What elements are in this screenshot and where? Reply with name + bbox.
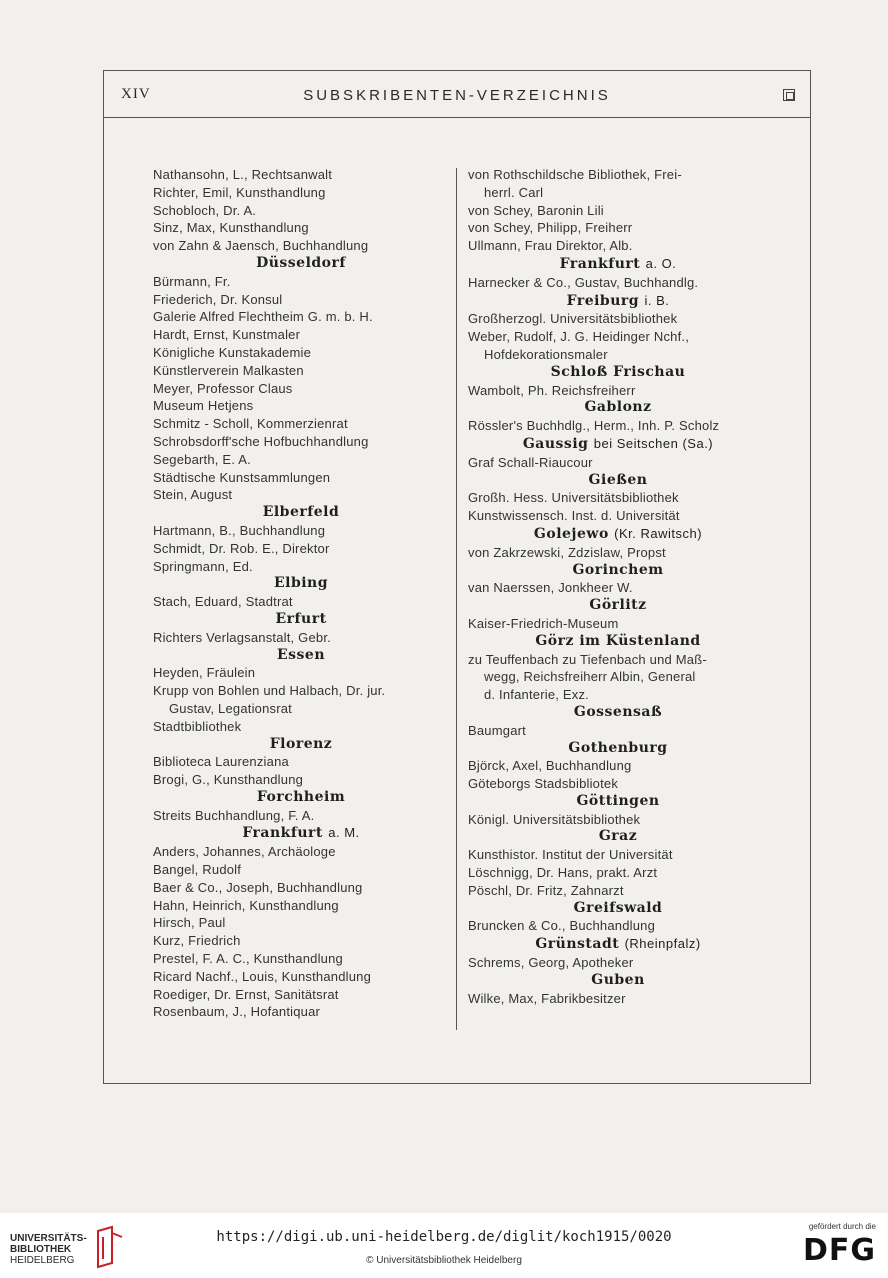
subscriber-name: von Zahn & Jaensch, Buchhandlung xyxy=(153,238,369,254)
subscriber-entry xyxy=(153,682,449,718)
subscriber-name: Graf Schall-Riaucour xyxy=(468,454,593,470)
city-qualifier: i. B. xyxy=(644,292,670,308)
city-name: Görz im Küstenland xyxy=(535,632,701,649)
subscriber-name: Biblioteca Laurenziana xyxy=(153,754,289,770)
subscriber-name: von Rothschildsche Bibliothek, Frei- xyxy=(468,167,682,182)
city-heading xyxy=(468,562,768,580)
city-heading xyxy=(153,736,449,754)
subscriber-entry xyxy=(153,184,449,202)
city-heading xyxy=(153,789,449,807)
subscriber-name: Pöschl, Dr. Fritz, Zahnarzt xyxy=(468,882,624,898)
subscriber-name: Prestel, F. A. C., Kunsthandlung xyxy=(153,951,343,967)
subscriber-name: Großherzogl. Universitätsbibliothek xyxy=(468,311,678,327)
city-name: Grünstadt xyxy=(535,936,620,953)
subscriber-name: Weber, Rudolf, J. G. Heidinger Nchf., xyxy=(468,329,690,345)
subscriber-name-continuation: wegg, Reichsfreiherr Albin, General xyxy=(484,669,696,685)
subscriber-entry xyxy=(468,417,768,435)
dfg-logo[interactable]: DFG xyxy=(802,1233,876,1268)
subscriber-entry xyxy=(468,775,768,793)
subscriber-entry xyxy=(153,897,449,915)
city-name: Göttingen xyxy=(576,792,660,809)
city-heading xyxy=(468,597,768,615)
city-name: Graz xyxy=(598,828,638,845)
city-heading xyxy=(468,740,768,758)
city-qualifier: a. M. xyxy=(328,825,360,841)
subscriber-entry xyxy=(153,861,449,879)
city-heading xyxy=(468,435,768,454)
subscriber-entry xyxy=(468,651,768,704)
subscriber-entry xyxy=(153,451,449,469)
subscriber-name: Kunsthistor. Institut der Universität xyxy=(468,847,673,863)
subscriber-name: Königliche Kunstakademie xyxy=(153,344,312,360)
subscriber-name: Segebarth, E. A. xyxy=(153,451,251,467)
city-name: Guben xyxy=(591,971,645,988)
subscriber-name: Friederich, Dr. Konsul xyxy=(153,291,283,307)
subscriber-name: Hahn, Heinrich, Kunsthandlung xyxy=(153,897,339,913)
subscriber-entry xyxy=(153,950,449,968)
subscriber-entry xyxy=(468,757,768,775)
subscriber-entry xyxy=(468,382,768,400)
subscriber-entry xyxy=(153,237,449,255)
subscriber-name: Ullmann, Frau Direktor, Alb. xyxy=(468,238,633,254)
subscriber-entry xyxy=(468,882,768,900)
subscriber-name: Kunstwissensch. Inst. d. Universität xyxy=(468,508,680,524)
page-number: XIV xyxy=(121,86,151,102)
city-name: Erfurt xyxy=(275,610,327,627)
subscriber-name: von Schey, Philipp, Freiherr xyxy=(468,220,633,236)
city-name: Gossensaß xyxy=(573,703,663,720)
subscriber-entry xyxy=(153,968,449,986)
ornament-icon xyxy=(783,89,795,101)
city-heading xyxy=(468,525,768,544)
subscriber-name: Rössler's Buchhdlg., Herm., Inh. P. Scholz xyxy=(468,418,720,434)
subscriber-entry xyxy=(468,579,768,597)
subscriber-name: von Schey, Baronin Lili xyxy=(468,202,604,218)
subscriber-entry xyxy=(468,489,768,507)
subscriber-entry xyxy=(153,771,449,789)
subscriber-entry xyxy=(153,540,449,558)
subscriber-name: Hardt, Ernst, Kunstmaler xyxy=(153,327,301,343)
library-name-line3: HEIDELBERG xyxy=(10,1255,75,1266)
city-name: Elberfeld xyxy=(262,504,340,521)
city-name: Gorinchem xyxy=(572,561,664,578)
subscriber-entry xyxy=(153,326,449,344)
subscriber-entry xyxy=(153,664,449,682)
subscriber-entry xyxy=(153,986,449,1004)
subscriber-name: Galerie Alfred Flechtheim G. m. b. H. xyxy=(153,309,373,325)
subscriber-entry xyxy=(468,811,768,829)
city-heading xyxy=(153,824,449,843)
subscriber-name: Wilke, Max, Fabrikbesitzer xyxy=(468,990,626,1006)
subscriber-entry xyxy=(153,362,449,380)
subscriber-name: Richter, Emil, Kunsthandlung xyxy=(153,184,326,200)
subscriber-name: Kaiser-Friedrich-Museum xyxy=(468,615,619,631)
subscriber-entry xyxy=(468,202,768,220)
subscriber-name: Nathansohn, L., Rechtsanwalt xyxy=(153,167,333,182)
city-heading xyxy=(468,255,768,274)
subscriber-name: Schrobsdorff'sche Hofbuchhandlung xyxy=(153,433,369,449)
subscriber-name: Löschnigg, Dr. Hans, prakt. Arzt xyxy=(468,865,658,881)
subscriber-entry xyxy=(468,274,768,292)
subscriber-entry xyxy=(153,1003,449,1021)
subscriber-entry xyxy=(153,273,449,291)
subscriber-name: Bangel, Rudolf xyxy=(153,862,242,878)
subscriber-entry xyxy=(153,308,449,326)
subscriber-entry xyxy=(153,291,449,309)
subscriber-name: Stadtbibliothek xyxy=(153,718,242,734)
subscriber-name: Bruncken & Co., Buchhandlung xyxy=(468,918,655,934)
city-name: Gablonz xyxy=(584,399,652,416)
subscriber-entry xyxy=(153,593,449,611)
subscriber-name: Sinz, Max, Kunsthandlung xyxy=(153,220,309,236)
subscriber-entry xyxy=(153,932,449,950)
subscriber-entry xyxy=(153,914,449,932)
library-name-line1: UNIVERSITÄTS- xyxy=(10,1233,87,1244)
subscriber-name: Roediger, Dr. Ernst, Sanitätsrat xyxy=(153,986,339,1002)
subscriber-name: Krupp von Bohlen und Halbach, Dr. jur. xyxy=(153,683,386,699)
city-heading xyxy=(153,647,449,665)
city-heading xyxy=(468,900,768,918)
subscriber-name: Anders, Johannes, Archäologe xyxy=(153,844,336,860)
subscriber-entry xyxy=(468,237,768,255)
subscriber-entry xyxy=(153,166,449,184)
subscriber-name: Göteborgs Stadsbibliotek xyxy=(468,776,619,792)
subscriber-entry xyxy=(153,843,449,861)
subscriber-name-continuation: Gustav, Legationsrat xyxy=(169,700,292,716)
subscriber-entry xyxy=(468,917,768,935)
subscriber-entry xyxy=(468,722,768,740)
city-heading xyxy=(468,633,768,651)
city-heading xyxy=(468,364,768,382)
subscriber-entry xyxy=(153,522,449,540)
subscriber-name: Schobloch, Dr. A. xyxy=(153,202,257,218)
city-qualifier: (Kr. Rawitsch) xyxy=(614,525,703,541)
subscriber-entry xyxy=(153,397,449,415)
city-name: Florenz xyxy=(269,735,333,752)
subscriber-entry xyxy=(468,328,768,364)
subscriber-entry xyxy=(468,454,768,472)
subscriber-entry xyxy=(153,202,449,220)
subscriber-entry xyxy=(153,718,449,736)
subscriber-entry xyxy=(153,807,449,825)
subscriber-name: Schmitz - Scholl, Kommerzienrat xyxy=(153,416,348,432)
column-divider xyxy=(456,168,457,1030)
city-name: Golejewo xyxy=(533,525,609,542)
city-name: Düsseldorf xyxy=(256,254,346,271)
subscriber-name: Streits Buchhandlung, F. A. xyxy=(153,807,315,823)
subscriber-name: Stach, Eduard, Stadtrat xyxy=(153,594,293,610)
subscriber-entry xyxy=(153,629,449,647)
subscriber-name: Hirsch, Paul xyxy=(153,915,226,931)
subscriber-name: Hartmann, B., Buchhandlung xyxy=(153,522,326,538)
city-name: Forchheim xyxy=(256,788,346,805)
city-name: Gaussig xyxy=(522,435,589,452)
subscriber-name: Baumgart xyxy=(468,722,526,738)
city-heading xyxy=(153,575,449,593)
subscriber-name: Heyden, Fräulein xyxy=(153,665,256,681)
subscriber-entry xyxy=(468,544,768,562)
subscriber-name: Bürmann, Fr. xyxy=(153,273,231,289)
city-name: Essen xyxy=(276,646,326,663)
subscriber-name: Museum Hetjens xyxy=(153,398,254,414)
subscriber-entry xyxy=(468,615,768,633)
subscriber-name: zu Teuffenbach zu Tiefenbach und Maß- xyxy=(468,651,707,667)
subscriber-name: Baer & Co., Joseph, Buchhandlung xyxy=(153,879,363,895)
subscriber-name: Rosenbaum, J., Hofantiquar xyxy=(153,1004,321,1020)
subscriber-entry xyxy=(153,469,449,487)
subscriber-entry xyxy=(153,433,449,451)
city-heading xyxy=(468,793,768,811)
city-name: Freiburg xyxy=(566,292,640,309)
subscriber-name: Kurz, Friedrich xyxy=(153,933,241,949)
subscriber-entry xyxy=(153,753,449,771)
city-heading xyxy=(468,972,768,990)
library-name-line2: BIBLIOTHEK xyxy=(10,1244,72,1255)
subscriber-name: Richters Verlagsanstalt, Gebr. xyxy=(153,629,331,645)
city-heading xyxy=(468,704,768,722)
copyright-notice: © Universitätsbibliothek Heidelberg xyxy=(366,1255,522,1266)
subscriber-entry xyxy=(153,879,449,897)
city-name: Görlitz xyxy=(589,597,647,614)
subscriber-entry xyxy=(468,507,768,525)
subscriber-name: Björck, Axel, Buchhandlung xyxy=(468,758,632,774)
left-column xyxy=(153,166,449,1021)
subscriber-entry xyxy=(468,846,768,864)
subscriber-name: Harnecker & Co., Gustav, Buchhandlg. xyxy=(468,274,699,290)
subscriber-name: Schrems, Georg, Apotheker xyxy=(468,955,634,971)
city-name: Elbing xyxy=(273,575,329,592)
subscriber-name: Stein, August xyxy=(153,487,233,503)
funding-note: gefördert durch die xyxy=(808,1222,876,1231)
subscriber-name-continuation: herrl. Carl xyxy=(484,184,544,200)
city-name: Schloß Frischau xyxy=(550,363,686,380)
running-title: SUBSKRIBENTEN-VERZEICHNIS xyxy=(303,87,611,104)
subscriber-entry xyxy=(153,486,449,504)
city-heading xyxy=(468,399,768,417)
subscriber-name: von Zakrzewski, Zdzislaw, Propst xyxy=(468,544,666,560)
subscriber-entry xyxy=(153,558,449,576)
subscriber-entry xyxy=(468,954,768,972)
city-heading xyxy=(468,935,768,954)
city-qualifier: (Rheinpfalz) xyxy=(624,936,701,952)
page-header xyxy=(103,70,811,118)
subscriber-name: Künstlerverein Malkasten xyxy=(153,362,304,378)
subscriber-name: Königl. Universitätsbibliothek xyxy=(468,811,641,827)
subscriber-name: Städtische Kunstsammlungen xyxy=(153,469,331,485)
subscriber-name: Meyer, Professor Claus xyxy=(153,380,293,396)
subscriber-name: Wambolt, Ph. Reichsfreiherr xyxy=(468,382,636,398)
subscriber-entry xyxy=(468,864,768,882)
subscriber-name: Brogi, G., Kunsthandlung xyxy=(153,772,304,788)
subscriber-entry xyxy=(468,219,768,237)
city-name: Frankfurt xyxy=(559,255,641,272)
city-qualifier: bei Seitschen (Sa.) xyxy=(593,435,714,451)
city-heading xyxy=(153,255,449,273)
city-heading xyxy=(468,292,768,311)
viewer-footer xyxy=(0,1213,888,1278)
subscriber-name: Großh. Hess. Universitätsbibliothek xyxy=(468,490,679,506)
right-column xyxy=(468,166,768,1007)
subscriber-name: Schmidt, Dr. Rob. E., Direktor xyxy=(153,540,330,556)
city-qualifier: a. O. xyxy=(645,255,677,271)
subscriber-entry xyxy=(468,990,768,1008)
subscriber-entry xyxy=(468,310,768,328)
city-heading xyxy=(153,611,449,629)
subscriber-name: van Naerssen, Jonkheer W. xyxy=(468,580,633,596)
subscriber-entry xyxy=(468,166,768,202)
city-name: Gothenburg xyxy=(568,739,668,756)
city-heading xyxy=(153,504,449,522)
subscriber-entry xyxy=(153,344,449,362)
subscriber-entry xyxy=(153,219,449,237)
subscriber-name: Ricard Nachf., Louis, Kunsthandlung xyxy=(153,968,372,984)
subscriber-name-continuation: d. Infanterie, Exz. xyxy=(484,687,589,703)
subscriber-name-continuation: Hofdekorationsmaler xyxy=(484,346,608,362)
subscriber-name: Springmann, Ed. xyxy=(153,558,253,574)
subscriber-entry xyxy=(153,415,449,433)
city-heading xyxy=(468,472,768,490)
city-name: Frankfurt xyxy=(242,825,323,842)
city-name: Gießen xyxy=(588,471,648,488)
city-name: Greifswald xyxy=(573,899,663,916)
permalink-url[interactable]: https://digi.ub.uni-heidelberg.de/diglit/koch1915/0020 xyxy=(216,1229,672,1245)
subscriber-entry xyxy=(153,380,449,398)
city-heading xyxy=(468,828,768,846)
